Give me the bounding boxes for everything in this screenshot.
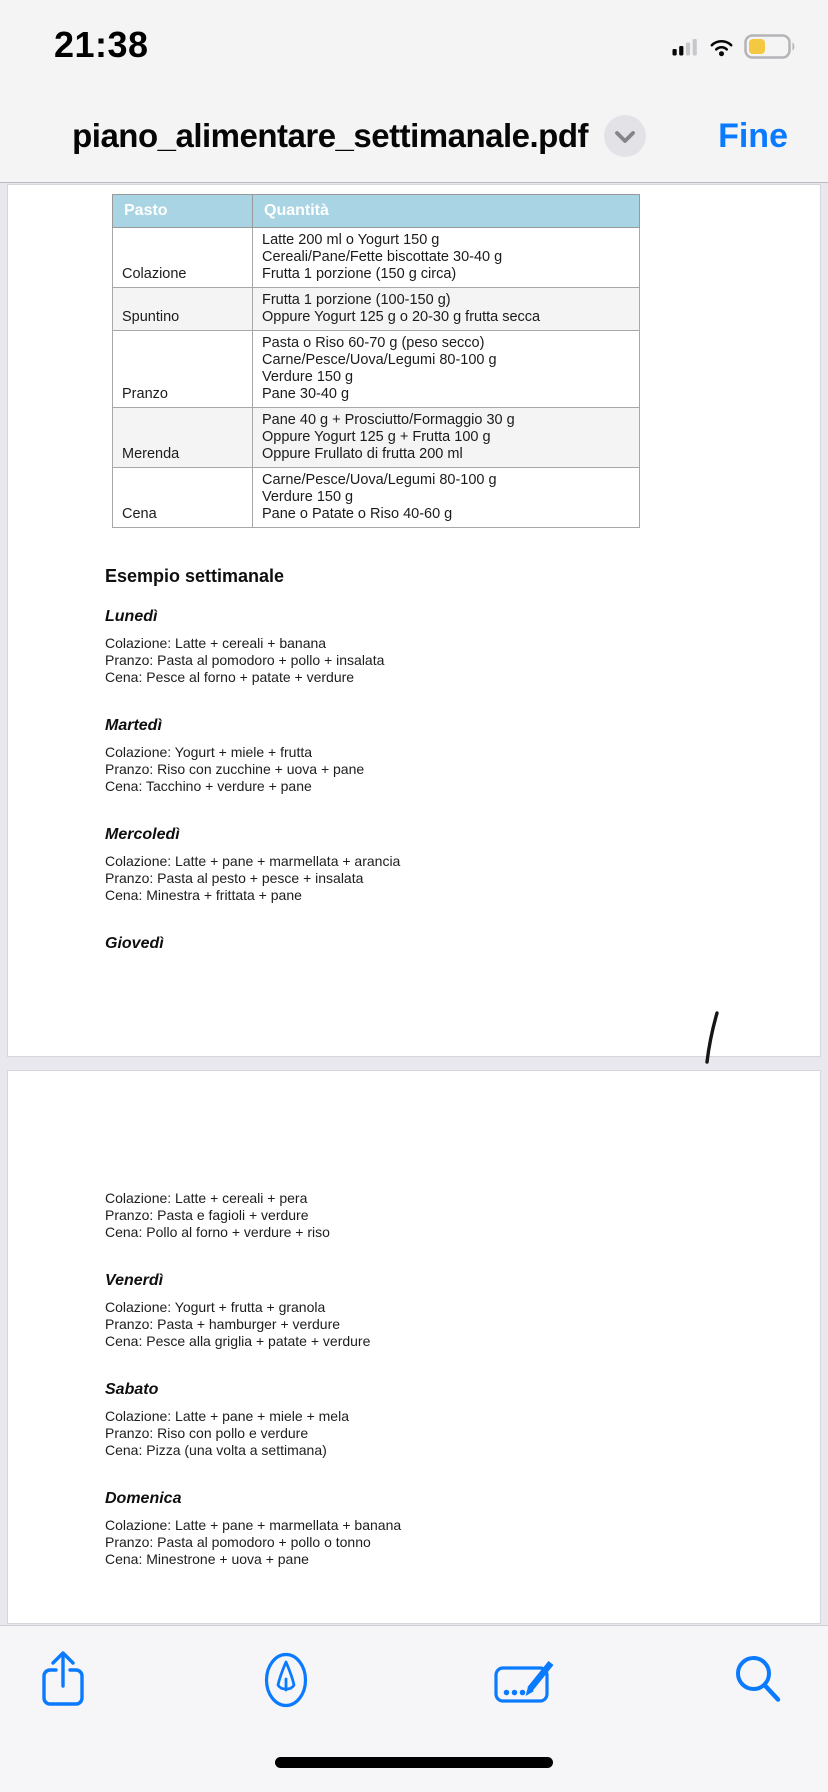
chevron-down-icon xyxy=(604,115,646,157)
meal-line: Colazione: Latte + pane + marmellata + arancia xyxy=(105,853,401,869)
meal-lines xyxy=(105,1517,780,1568)
quantita-line: Pasta o Riso 60-70 g (peso secco) xyxy=(262,335,485,351)
meal-table xyxy=(112,194,640,528)
day-heading: Domenica xyxy=(105,1490,182,1507)
quantita-line: Oppure Yogurt 125 g o 20-30 g frutta secca xyxy=(262,309,541,325)
meal-line: Cena: Minestrone + uova + pane xyxy=(105,1551,309,1567)
day-section xyxy=(105,716,780,795)
day-section xyxy=(105,825,780,904)
quantita-line: Latte 200 ml o Yogurt 150 g xyxy=(262,232,440,248)
meal-line: Colazione: Latte + pane + miele + mela xyxy=(105,1408,349,1424)
quantita-line: Oppure Frullato di frutta 200 ml xyxy=(262,446,463,462)
quantita-cell xyxy=(253,468,640,528)
pdf-page-2 xyxy=(7,1070,821,1624)
table-row xyxy=(113,408,640,468)
pdf-scroll-area[interactable] xyxy=(0,183,828,1625)
quantita-line: Frutta 1 porzione (150 g circa) xyxy=(262,266,457,282)
document-title: piano_alimentare_settimanale.pdf xyxy=(72,117,588,154)
header-quantita: Quantità xyxy=(253,195,640,228)
meal-line: Cena: Tacchino + verdure + pane xyxy=(105,778,312,794)
pasto-cell: Spuntino xyxy=(113,288,253,331)
giovedi-continuation-meals xyxy=(105,1190,780,1241)
status-bar xyxy=(0,0,828,90)
share-icon xyxy=(40,1650,86,1708)
meal-line: Pranzo: Riso con pollo e verdure xyxy=(105,1425,309,1441)
quantita-line: Verdure 150 g xyxy=(262,489,354,505)
table-row xyxy=(113,331,640,408)
quantita-cell xyxy=(253,331,640,408)
pdf-page-1 xyxy=(7,184,821,1057)
day-section xyxy=(105,1271,780,1350)
share-button[interactable] xyxy=(40,1650,86,1711)
meal-line: Cena: Pollo al forno + verdure + riso xyxy=(105,1224,330,1240)
quantita-line: Cereali/Pane/Fette biscottate 30-40 g xyxy=(262,249,503,265)
meal-line: Pranzo: Pasta e fagioli + verdure xyxy=(105,1207,309,1223)
day-heading: Sabato xyxy=(105,1381,159,1398)
nav-bar xyxy=(0,90,828,182)
meal-line: Cena: Pizza (una volta a settimana) xyxy=(105,1442,327,1458)
header-pasto: Pasto xyxy=(113,195,253,228)
markup-button[interactable] xyxy=(263,1652,309,1711)
meal-line: Colazione: Yogurt + frutta + granola xyxy=(105,1299,326,1315)
quantita-line: Carne/Pesce/Uova/Legumi 80-100 g xyxy=(262,352,497,368)
meal-lines xyxy=(105,1408,780,1459)
nav-title-group xyxy=(0,115,718,157)
quantita-line: Oppure Yogurt 125 g + Frutta 100 g xyxy=(262,429,491,445)
table-row xyxy=(113,288,640,331)
day-heading: Mercoledì xyxy=(105,826,180,843)
day-section xyxy=(105,934,780,953)
meal-line: Colazione: Yogurt + miele + frutta xyxy=(105,744,313,760)
quantita-line: Pane o Patate o Riso 40-60 g xyxy=(262,506,453,522)
top-chrome xyxy=(0,0,828,183)
meal-line: Colazione: Latte + cereali + pera xyxy=(105,1190,308,1206)
page-2-content xyxy=(8,1190,820,1568)
quantita-line: Pane 30-40 g xyxy=(262,386,350,402)
search-button[interactable] xyxy=(733,1653,783,1708)
meal-line: Pranzo: Pasta al pomodoro + pollo o tonno xyxy=(105,1534,371,1550)
meal-line: Pranzo: Pasta al pesto + pesce + insalata xyxy=(105,870,364,886)
day-section xyxy=(105,1380,780,1459)
meal-lines xyxy=(105,635,780,686)
cellular-signal-icon xyxy=(672,38,699,56)
meal-line: Cena: Minestra + frittata + pane xyxy=(105,887,302,903)
status-time: 21:38 xyxy=(54,24,149,65)
section-title: Esempio settimanale xyxy=(105,566,285,586)
pasto-cell: Cena xyxy=(113,468,253,528)
wifi-icon xyxy=(709,38,734,57)
pasto-cell: Pranzo xyxy=(113,331,253,408)
quantita-line: Verdure 150 g xyxy=(262,369,354,385)
table-header-row xyxy=(113,195,640,228)
meal-line: Cena: Pesce al forno + patate + verdure xyxy=(105,669,355,685)
meal-line: Pranzo: Riso con zucchine + uova + pane xyxy=(105,761,365,777)
markup-pen-icon xyxy=(263,1652,309,1708)
meal-line: Colazione: Latte + pane + marmellata + banana xyxy=(105,1517,402,1533)
quantita-cell xyxy=(253,288,640,331)
pen-scribble-mark xyxy=(696,1009,724,1067)
signature-autofill-icon xyxy=(493,1655,559,1705)
day-section xyxy=(105,607,780,686)
meal-line: Colazione: Latte + cereali + banana xyxy=(105,635,327,651)
search-icon xyxy=(733,1653,783,1705)
done-button[interactable]: Fine xyxy=(718,116,788,155)
home-indicator[interactable] xyxy=(275,1757,553,1768)
day-heading: Lunedì xyxy=(105,608,158,625)
pasto-cell: Colazione xyxy=(113,228,253,288)
table-row xyxy=(113,468,640,528)
quantita-line: Carne/Pesce/Uova/Legumi 80-100 g xyxy=(262,472,497,488)
quantita-line: Frutta 1 porzione (100-150 g) xyxy=(262,292,451,308)
title-chevron-button[interactable] xyxy=(604,115,646,157)
status-icons xyxy=(672,34,796,60)
table-row xyxy=(113,228,640,288)
meal-line: Pranzo: Pasta + hamburger + verdure xyxy=(105,1316,341,1332)
meal-lines xyxy=(105,853,780,904)
day-heading: Giovedì xyxy=(105,935,164,952)
quantita-cell xyxy=(253,408,640,468)
day-heading: Venerdì xyxy=(105,1272,164,1289)
page-1-content xyxy=(8,194,820,953)
day-section xyxy=(105,1489,780,1568)
meal-lines xyxy=(105,744,780,795)
pasto-cell: Merenda xyxy=(113,408,253,468)
meal-line: Cena: Pesce alla griglia + patate + verdure xyxy=(105,1333,371,1349)
quantita-line: Pane 40 g + Prosciutto/Formaggio 30 g xyxy=(262,412,515,428)
quantita-cell xyxy=(253,228,640,288)
battery-icon xyxy=(744,34,796,60)
meal-lines xyxy=(105,1299,780,1350)
day-heading: Martedì xyxy=(105,717,162,734)
signature-button[interactable] xyxy=(493,1655,559,1708)
meal-line: Pranzo: Pasta al pomodoro + pollo + insalata xyxy=(105,652,385,668)
